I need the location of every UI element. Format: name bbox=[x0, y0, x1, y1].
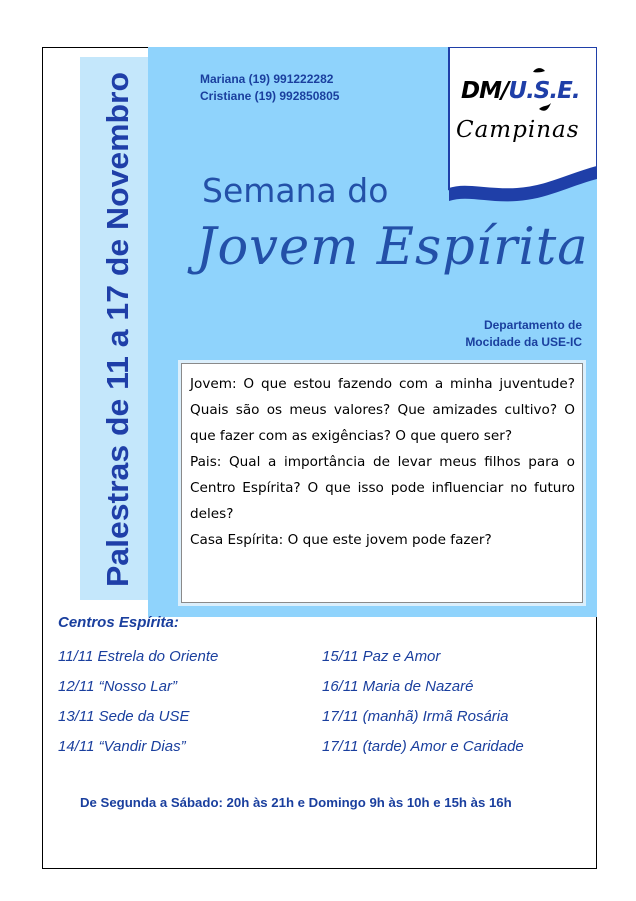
logo-campinas: Campinas bbox=[456, 117, 580, 143]
side-title bbox=[92, 62, 136, 592]
contact-cristiane: Cristiane (19) 992850805 bbox=[200, 89, 340, 103]
label-pais: Pais: bbox=[190, 454, 222, 470]
question-pais bbox=[190, 449, 575, 527]
centro-item: 16/11 Maria de Nazaré bbox=[322, 678, 474, 695]
centro-item: 13/11 Sede da USE bbox=[58, 708, 190, 725]
department bbox=[420, 317, 582, 351]
centro-item: 12/11 “Nosso Lar” bbox=[58, 678, 177, 695]
title-line1: Semana do bbox=[202, 171, 389, 210]
side-title-text: Palestras de 11 a 17 de Novembro bbox=[100, 87, 135, 587]
text-pais: Qual a importância de levar meus filhos para o Centro Espírita? O que isso pode influenciar no futuro deles? bbox=[190, 454, 575, 522]
questions-text bbox=[190, 371, 575, 553]
question-jovem bbox=[190, 371, 575, 449]
schedule: De Segunda a Sábado: 20h às 21h e Domingo 9h às 10h e 15h às 16h bbox=[80, 795, 512, 810]
text-casa: O que este jovem pode fazer? bbox=[283, 532, 492, 548]
centro-item: 14/11 “Vandir Dias” bbox=[58, 738, 186, 755]
centro-item: 17/11 (manhã) Irmã Rosária bbox=[322, 708, 509, 725]
centros-left-list bbox=[58, 642, 218, 762]
centro-item: 15/11 Paz e Amor bbox=[322, 648, 441, 665]
logo-use: U.S.E. bbox=[508, 78, 580, 104]
label-casa: Casa Espírita: bbox=[190, 532, 284, 548]
logo-text bbox=[461, 78, 580, 104]
logo-dm: DM/ bbox=[461, 78, 509, 104]
title-line2: Jovem Espírita bbox=[196, 218, 589, 277]
department-line1: Departamento de bbox=[483, 318, 582, 332]
centros-right-list bbox=[322, 642, 524, 762]
question-casa bbox=[190, 527, 575, 553]
label-jovem: Jovem: bbox=[190, 376, 237, 392]
department-line2: Mocidade da USE-IC bbox=[465, 335, 582, 349]
contacts bbox=[200, 71, 339, 105]
centros-heading: Centros Espírita: bbox=[58, 614, 179, 631]
side-title-svg bbox=[92, 62, 136, 592]
centro-item: 11/11 Estrela do Oriente bbox=[58, 648, 219, 665]
questions-box bbox=[181, 363, 583, 603]
text-jovem: O que estou fazendo com a minha juventude? Quais são os meus valores? Que amizades cultivo? O que fazer com as exigências? O que quero ser? bbox=[190, 376, 575, 444]
centro-item: 17/11 (tarde) Amor e Caridade bbox=[322, 738, 524, 755]
contact-mariana: Mariana (19) 991222282 bbox=[200, 72, 334, 86]
